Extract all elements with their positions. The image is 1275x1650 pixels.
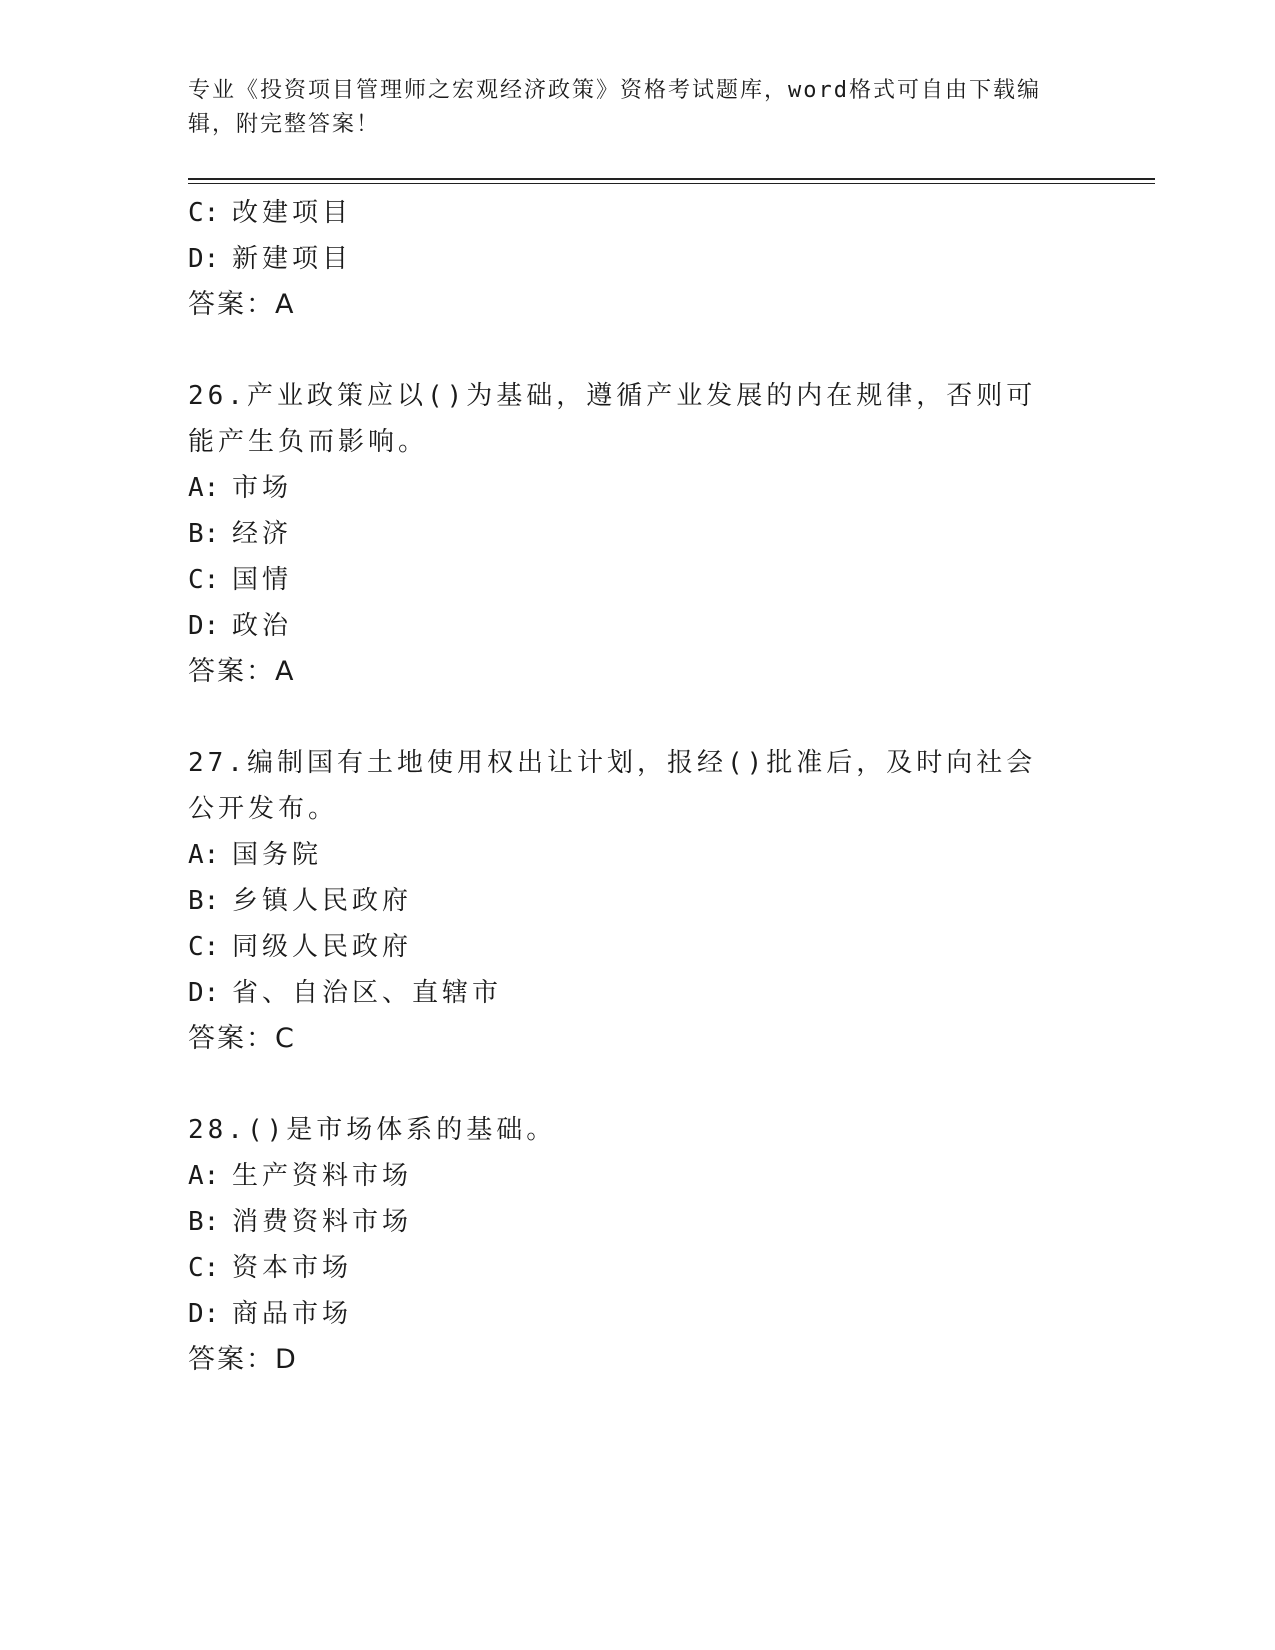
option-letter: C: — [188, 198, 220, 228]
option-c — [188, 924, 1088, 970]
option-text: 国情 — [232, 565, 293, 595]
answer-line: 答案：D — [188, 1344, 298, 1375]
option-c — [188, 1245, 1088, 1291]
option-letter: D: — [188, 611, 220, 641]
option-b — [188, 1199, 1088, 1245]
option-b — [188, 511, 1088, 557]
option-d — [188, 603, 1088, 649]
option-d — [188, 1291, 1088, 1337]
option-text: 省、自治区、直辖市 — [232, 978, 503, 1008]
page-header: 专业《投资项目管理师之宏观经济政策》资格考试题库，word格式可自由下载编辑，附完整答案！ — [188, 78, 1041, 137]
option-c — [188, 557, 1088, 603]
option-text: 新建项目 — [232, 244, 353, 274]
option-text: 消费资料市场 — [232, 1207, 413, 1237]
option-letter: C: — [188, 932, 220, 962]
option-letter: D: — [188, 244, 220, 274]
prev-question — [188, 190, 1088, 328]
option-text: 乡镇人民政府 — [232, 886, 413, 916]
option-text: 商品市场 — [232, 1299, 353, 1329]
option-d — [188, 236, 1088, 282]
option-text: 经济 — [232, 519, 293, 549]
option-text: 市场 — [232, 473, 293, 503]
answer-line: 答案：C — [188, 1023, 296, 1054]
option-d — [188, 970, 1088, 1016]
option-text: 资本市场 — [232, 1253, 353, 1283]
question-27 — [188, 740, 1088, 1062]
option-text: 政治 — [232, 611, 293, 641]
question-stem: 27.编制国有土地使用权出让计划，报经()批准后，及时向社会公开发布。 — [188, 748, 1037, 824]
option-letter: B: — [188, 1207, 220, 1237]
header-divider — [188, 178, 1155, 184]
option-letter: D: — [188, 978, 220, 1008]
answer-line: 答案：A — [188, 656, 296, 687]
option-c — [188, 190, 1088, 236]
question-stem: 28.()是市场体系的基础。 — [188, 1115, 557, 1145]
option-letter: B: — [188, 886, 220, 916]
option-letter: A: — [188, 840, 220, 870]
option-a — [188, 465, 1088, 511]
option-letter: A: — [188, 1161, 220, 1191]
option-a — [188, 832, 1088, 878]
option-text: 同级人民政府 — [232, 932, 413, 962]
option-text: 改建项目 — [232, 198, 353, 228]
question-stem: 26.产业政策应以()为基础，遵循产业发展的内在规律，否则可能产生负而影响。 — [188, 381, 1037, 457]
option-letter: D: — [188, 1299, 220, 1329]
option-a — [188, 1153, 1088, 1199]
question-28 — [188, 1107, 1088, 1383]
option-letter: C: — [188, 565, 220, 595]
option-text: 生产资料市场 — [232, 1161, 413, 1191]
option-letter: A: — [188, 473, 220, 503]
option-letter: B: — [188, 519, 220, 549]
answer-line: 答案：A — [188, 289, 296, 320]
question-26 — [188, 373, 1088, 695]
option-b — [188, 878, 1088, 924]
option-letter: C: — [188, 1253, 220, 1283]
question-list — [188, 190, 1088, 1383]
option-text: 国务院 — [232, 840, 323, 870]
